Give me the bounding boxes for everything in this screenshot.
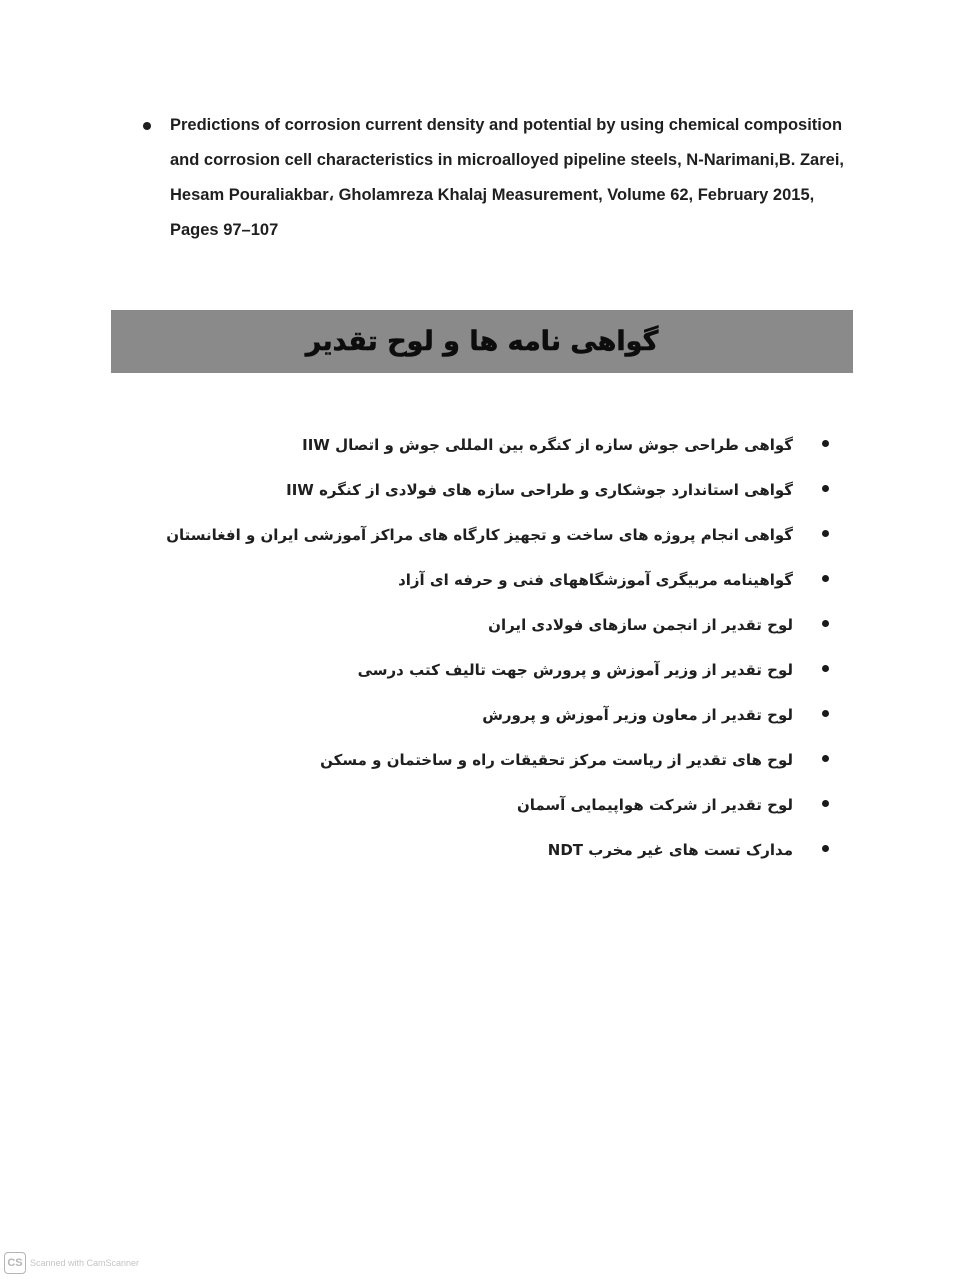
bullet-icon [822,665,829,672]
certificate-text: گواهینامه مربیگری آموزشگاههای فنی و حرفه ای آزاد [398,570,793,589]
list-item [189,557,829,602]
watermark-text: Scanned with CamScanner [30,1258,140,1268]
list-item [189,422,829,467]
publication-list [140,108,860,248]
camscanner-logo-icon: CS [4,1252,26,1274]
bullet-icon [143,122,151,130]
publication-line: Predictions of corrosion current density and potential by using chemical composition [170,116,843,134]
list-item [189,467,829,512]
section-header [111,310,853,373]
publication-line: and corrosion cell characteristics in microalloyed pipeline steels, N-Narimani,B. Zarei, [170,151,844,169]
publication-line: Pages 97–107 [170,221,279,239]
bullet-icon [822,800,829,807]
certificate-text: گواهی طراحی جوش سازه از کنگره بین المللی جوش و اتصال IIW [302,435,793,454]
certificate-text: لوح تقدیر از انجمن سازهای فولادی ایران [488,615,793,634]
publication-line: Hesam Pouraliakbar، Gholamreza Khalaj Measurement, Volume 62, February 2015, [170,186,815,204]
certificate-text: لوح تقدیر از معاون وزیر آموزش و پرورش [482,705,793,724]
list-item [166,512,829,557]
list-item [189,827,829,872]
bullet-icon [822,755,829,762]
list-item [189,602,829,647]
bullet-icon [822,845,829,852]
certificate-text: لوح های تقدیر از ریاست مرکز تحقیقات راه و ساختمان و مسکن [320,750,793,769]
list-item [189,692,829,737]
certificate-text: گواهی انجام پروژه های ساخت و تجهیز کارگاه های مراکز آموزشی ایران و افغانستان [166,525,793,544]
section-title: گواهی نامه ها و لوح تقدیر [305,326,659,357]
scanner-watermark [4,1252,139,1274]
bullet-icon [822,485,829,492]
list-item [189,647,829,692]
certificates-list [166,422,829,872]
certificate-text: لوح تقدیر از وزیر آموزش و پرورش جهت تالیف کتب درسی [357,660,793,679]
certificate-text: گواهی استاندارد جوشکاری و طراحی سازه های فولادی از کنگره IIW [286,480,793,499]
bullet-icon [822,575,829,582]
certificate-text: مدارک تست های غیر مخرب NDT [547,840,793,859]
publication-item [140,108,860,248]
bullet-icon [822,710,829,717]
list-item [189,782,829,827]
certificate-text: لوح تقدیر از شرکت هواپیمایی آسمان [516,795,793,814]
list-item [189,737,829,782]
bullet-icon [822,530,829,537]
bullet-icon [822,440,829,447]
bullet-icon [822,620,829,627]
